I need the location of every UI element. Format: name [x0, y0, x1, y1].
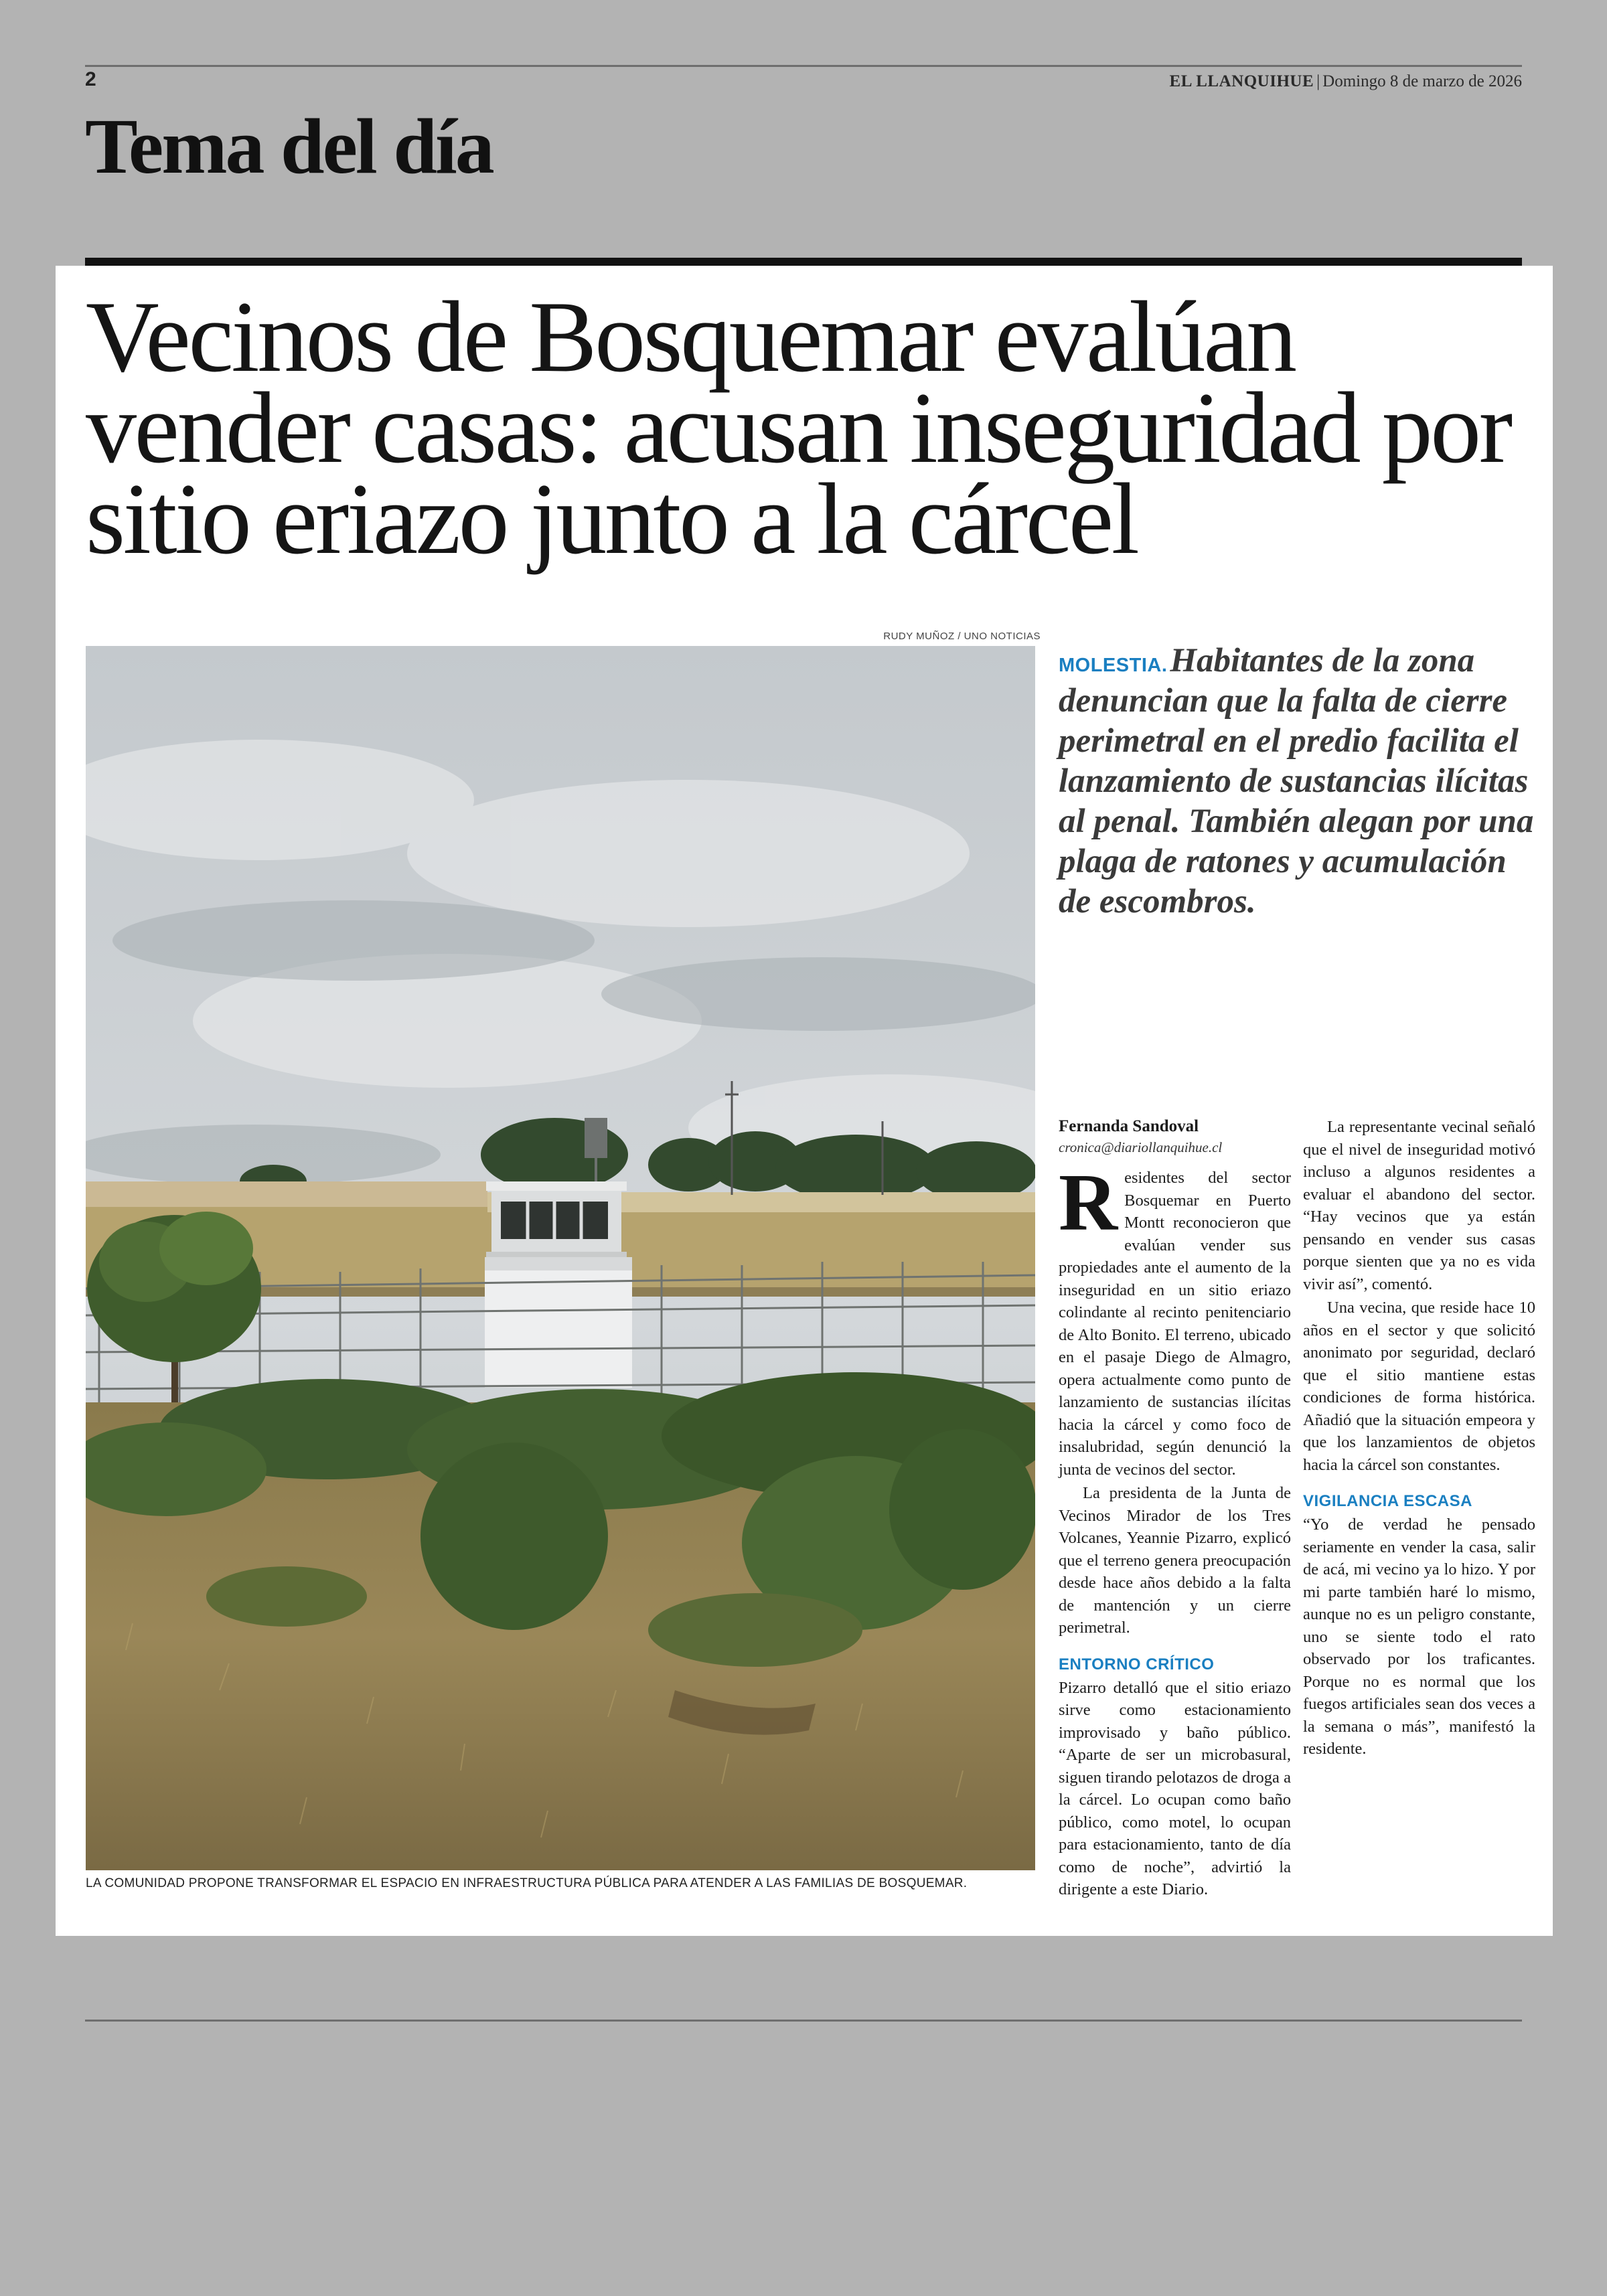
body-paragraph: “Yo de verdad he pensado seriamente en vender la casa, salir de acá, mi vecino ya lo hizo. Y por mi parte también haré lo mismo, aunque no es un peligro constante, uno se siente todo el rato observado por los traficantes. Porque no es normal que los fuegos artificiales sean dos veces a la semana o más”, manifestó la residente.	[1303, 1515, 1535, 1758]
subhead-entorno: ENTORNO CRÍTICO	[1059, 1655, 1215, 1673]
section-title: Tema del día	[85, 102, 493, 190]
page-number: 2	[85, 68, 96, 90]
body-column-1	[1059, 1116, 1291, 1901]
body-column-2	[1303, 1116, 1535, 1760]
body-paragraph: esidentes del sector Bosquemar en Puerto Montt reconocieron que evalúan vender sus propiedades ante el aumento de la inseguridad en un sitio eriazo colindante al recinto penitenciario de Alto Bonito. El terreno, ubicado en el pasaje Diego de Almagro, opera actualmente como punto de lanzamiento de sustancias ilícitas hacia la cárcel y como foco de insalubridad, según denunció la junta de vecinos del sector.	[1059, 1169, 1291, 1479]
article-photo	[86, 646, 1035, 1870]
lead-paragraph	[1059, 641, 1534, 922]
author-name: Fernanda Sandoval	[1059, 1117, 1199, 1135]
article	[56, 266, 1553, 1936]
section-rule	[85, 258, 1522, 266]
paper-name: EL LLANQUIHUE	[1169, 72, 1314, 90]
subhead-vigilancia: VIGILANCIA ESCASA	[1303, 1492, 1472, 1510]
photo-credit: RUDY MUÑOZ / UNO NOTICIAS	[883, 631, 1041, 642]
body-paragraph: Pizarro detalló que el sitio eriazo sirve como estacionamiento improvisado y baño público. “Aparte de ser un microbasural, siguen tirando pelotazos de droga a la cárcel. Lo ocupan como baño público, como motel, lo ocupan para estacionamiento, tanto de día como de noche”, advirtió la dirigente a este Diario.	[1059, 1678, 1291, 1898]
photo-caption: LA COMUNIDAD PROPONE TRANSFORMAR EL ESPACIO EN INFRAESTRUCTURA PÚBLICA PARA ATENDER A LAS FAMILIAS DE BOSQUEMAR.	[86, 1876, 968, 1890]
body-paragraph: La representante vecinal señaló que el nivel de inseguridad motivó incluso a algunos residentes a evaluar el abandono del sector. “Hay vecinos que ya están pensando en vender sus casas porque sienten que ya no es vida vivir así”, comentó.	[1303, 1118, 1535, 1293]
header-top-rule	[85, 65, 1522, 67]
masthead-separator: |	[1316, 72, 1320, 90]
footer-rule	[85, 2020, 1522, 2022]
masthead	[1170, 72, 1522, 91]
lead-kicker: MOLESTIA.	[1059, 655, 1168, 676]
drop-cap: R	[1059, 1157, 1118, 1248]
issue-date: Domingo 8 de marzo de 2026	[1322, 72, 1522, 90]
body-paragraph: La presidenta de la Junta de Vecinos Mirador de los Tres Volcanes, Yeannie Pizarro, explicó que el terreno genera preocupación desde hace años debido a la falta de mantención y un cierre perimetral.	[1059, 1484, 1291, 1637]
lead-text: Habitantes de la zona denuncian que la falta de cierre perimetral en el predio facilita el lanzamiento de sustancias ilícitas al penal. También alegan por una plaga de ratones y acumulación de escombros.	[1059, 642, 1534, 920]
author-email: cronica@diariollanquihue.cl	[1059, 1139, 1223, 1155]
article-headline: Vecinos de Bosquemar evalúan vender casas: acusan inseguridad por sitio eriazo junto a la cárcel	[86, 280, 1511, 575]
body-paragraph: Una vecina, que reside hace 10 años en el sector y que solicitó anonimato por seguridad, declaró que el sitio mantiene estas condiciones de forma histórica. Añadió que la situación empeora y que los lanzamientos de objetos hacia la cárcel son constantes.	[1303, 1299, 1535, 1474]
